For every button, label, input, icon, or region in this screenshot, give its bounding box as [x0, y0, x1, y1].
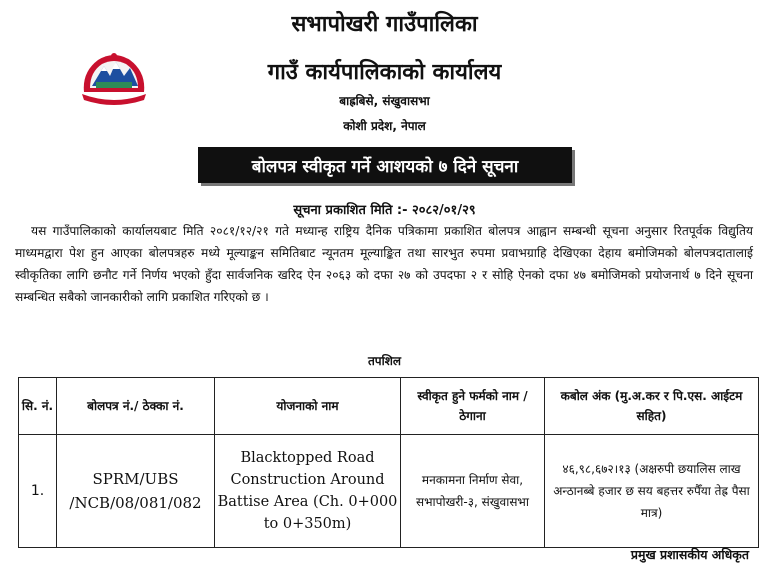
table-heading: तपशिल	[367, 354, 402, 368]
table-header-row	[19, 378, 759, 435]
col-header-amount: कबोल अंक (मु.अ.कर र पि.एस. आईटम सहित)	[545, 378, 759, 435]
col-header-project: योजनाको नाम	[215, 378, 401, 435]
cell-amount: ४६,९८,६७२।१३ (अक्षरुपी छयालिस लाख अन्ठानब्बे हजार छ सय बहत्तर रुपैँया तेह्र पैसा मात्र)	[545, 435, 759, 548]
cell-sn: 1.	[19, 435, 57, 548]
signatory-title: प्रमुख प्रशासकीय अधिकृत	[630, 547, 749, 562]
table-row	[19, 435, 759, 548]
cell-bid-no: SPRM/UBS /NCB/08/081/082	[57, 435, 215, 548]
published-date: सूचना प्रकाशित मिति :- २०८२/०१/२९	[293, 203, 476, 218]
office-name-heading: सभापोखरी गाउँपालिका	[291, 12, 478, 37]
notice-title-banner: बोलपत्र स्वीकृत गर्ने आशयको ७ दिने सूचना	[198, 147, 572, 183]
bid-details-table	[18, 377, 759, 548]
cell-firm: मनकामना निर्माण सेवा, सभापोखरी-३, संखुवासभा	[401, 435, 545, 548]
col-header-firm: स्वीकृत हुने फर्मको नाम / ठेगाना	[401, 378, 545, 435]
address-line-2: कोशी प्रदेश, नेपाल	[343, 119, 426, 133]
office-type-heading: गाउँ कार्यपालिकाको कार्यालय	[267, 60, 502, 85]
address-line-1: बाह्रबिसे, संखुवासभा	[339, 94, 430, 108]
col-header-bid-no: बोलपत्र नं./ ठेक्का नं.	[57, 378, 215, 435]
col-header-sn: सि. नं.	[19, 378, 57, 435]
cell-project: Blacktopped Road Construction Around Battise Area (Ch. 0+000 to 0+350m)	[215, 435, 401, 548]
notice-body-paragraph: यस गाउँपालिकाको कार्यालयबाट मिति २०८१/१२/२१ गते मध्यान्ह राष्ट्रिय दैनिक पत्रिकामा प्रकाशित बोलपत्र आह्वान सम्बन्धी सूचना अनुसार रितपूर्वक विद्युतिय माध्यमद्वारा पेश हुन आएका बोलपत्रहरु मध्ये मूल्याङ्कन समितिबाट न्यूनतम मूल्याङ्कित तथा सारभुत रुपमा प्रवाभग्राहि देखिएका देहाय बमोजिमको बोलपत्रदातालाई स्वीकृतिका लागि छनौट गर्ने निर्णय भएको हुँदा सार्वजनिक खरिद ऐन २०६३ को दफा २७ को उपदफा २ र सोहि ऐनको दफा ४७ बमोजिमको प्रयोजनार्थ ७ दिने सूचना सम्बन्धित सबैको जानकारीको लागि प्रकाशित गरिएको छ ।	[15, 224, 753, 304]
